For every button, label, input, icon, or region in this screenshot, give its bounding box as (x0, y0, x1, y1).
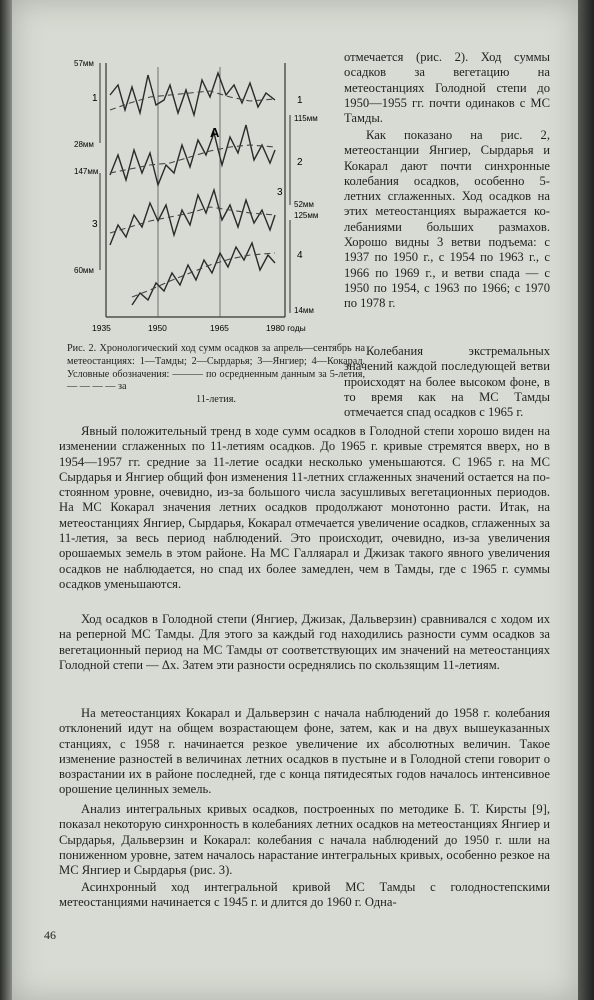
figure-marker: А (210, 125, 220, 140)
left-number-1: 1 (92, 93, 98, 104)
y-label-2: 28мм (74, 140, 94, 149)
x-tick-1935: 1935 (92, 323, 111, 333)
series-number-2: 2 (297, 157, 303, 168)
book-page (12, 0, 578, 1000)
right-label-3: 125мм (294, 211, 319, 220)
curve-3-5yr (110, 190, 275, 245)
right-label-4: 14мм (294, 306, 314, 315)
y-label-3: 147мм (74, 167, 99, 176)
body-paragraph-1: Явный положительный тренд в ходе сумм осадков в Голодной степи хорошо виден на изменении сглаженных по 11-летиям осадков. До 1965 г. кривые стремятся вверх, но в 1954—1957 гг. средние за 11-летие осадки несколько уменьшаются. С 1965 г. на МС Сырдарья и Янгиер общий фон изменения 11-летних сглаженных значений остается на постоянном уровне, очевидно, из-за большого числа засушливых вегетационных периодов. На МС Кокарал значения летних осадков продолжают монотонно расти. Итак, на метеостанциях Янгиер, Сырдарья, Кокарал отмечается увеличение осадков, сглаженных за 11-летия, за весь период наблюдений. Это происходит, очевидно, из-за увеличения орошаемых земель в этом районе. На МС Галляарал и Джизак такого явного увеличения осадков не наблюдается, но спад их более замедлен, чем в Тамды, где с 1965 г. суммы осадков уменьшаются. (59, 424, 550, 591)
right-column-paragraph-3: Колебания экстремальных значений каждой последующей ветви происходят на более высоком фоне, в то время как на МС Тамды отмечается спад осадков с 1965 г. (344, 344, 550, 420)
caption-text: Рис. 2. Хронологический ход сумм осадков за апрель—сентябрь на метеостанциях: 1—Тамды; 2—Сырдарья; 3—Янгиер; 4—Кокарал. Условные обозначения: ——— по осредненным данным за 5-летия, — — — — за (67, 343, 365, 393)
page-number: 46 (44, 928, 56, 942)
body-paragraph-5: Асинхронный ход интегральной кривой МС Тамды с голодностепскими метеостанциями начинается с 1945 г. и длится до 1960 г. Одна- (59, 880, 550, 910)
body-paragraph-2: Ход осадков в Голодной степи (Янгиер, Джизак, Дальверзин) сравнивался с ходом их на реперной МС Тамды. Для этого за каждый год находились разности сумм осадков за вегетационный период на МС Тамды от соответствующих им значений на метеостанциях Голодной степи — Δx. Затем эти разности осреднялись по скользящим 11-летиям. (59, 612, 550, 672)
x-tick-1950: 1950 (148, 323, 167, 333)
y-label-1: 57мм (74, 59, 94, 68)
right-label-2: 52мм (294, 200, 314, 209)
body-paragraph-4: Анализ интегральных кривых осадков, построенных по методике Б. Т. Кирсты [9], показал некоторую синхронность в колебаниях летних осадков на метеостанциях Янгиер и Сырдарья, Дальверзин и Кокарал: колебания с начала наблюдений до 1950 г. шли на пониженном уровне, затем началось нарастание интегральных кривых, особенно резкое на МС Янгиер и Сырдарья (рис. 3). (59, 802, 550, 878)
curve-1-5yr (110, 73, 275, 115)
right-column-paragraph-2: Как показано на рис. 2, метеостанции Янгиер, Сырдарья и Кокарал дают почти синхронные колебания осадков, особенно 5-летних сглаженных. Ход осадков на этих метеостанциях выражается колебаниями больших размахов. Хорошо видны 3 ветви подъема: с 1937 по 1950 г., с 1954 по 1963 г., с 1966 по 1969 г., и ветви спада — с 1950 по 1954, с 1963 по 1966; с 1970 по 1978 г. (344, 128, 550, 311)
precipitation-figure (70, 55, 325, 340)
left-number-3: 3 (92, 219, 98, 230)
series-number-1: 1 (297, 95, 303, 106)
x-tick-1965: 1965 (210, 323, 229, 333)
x-tick-1980: 1980 годы (266, 323, 306, 333)
series-number-4: 4 (297, 250, 303, 261)
curve-4-5yr (132, 243, 275, 305)
body-paragraph-3: На метеостанциях Кокарал и Дальверзин с начала наблюдений до 1958 г. колебания отклонений идут на общем возрастающем фоне, затем, как и на двух вышеуказанных станциях, с 1958 г. начинается резкое увеличение их абсолютных величин. Такое изменение разностей в величинах летних осадков в пустыне и в Голодной степи говорит о возрастании их в районе последней, где с конца пятидесятых годов началось интенсивное орошение целинных земель. (59, 706, 550, 797)
caption-tail: 11-летия. (196, 394, 236, 406)
curve-2-5yr (110, 125, 275, 185)
figure-caption (67, 343, 365, 407)
right-label-1: 115мм (294, 114, 318, 123)
y-label-4: 60мм (74, 266, 94, 275)
series-number-3: 3 (277, 187, 283, 198)
right-column-paragraph-1: отмечается (рис. 2). Ход суммы осадков за вегетацию на метеостанциях Голодной степи до 1950—1955 гг. почти одинаков с МС Тамды. (344, 50, 550, 126)
